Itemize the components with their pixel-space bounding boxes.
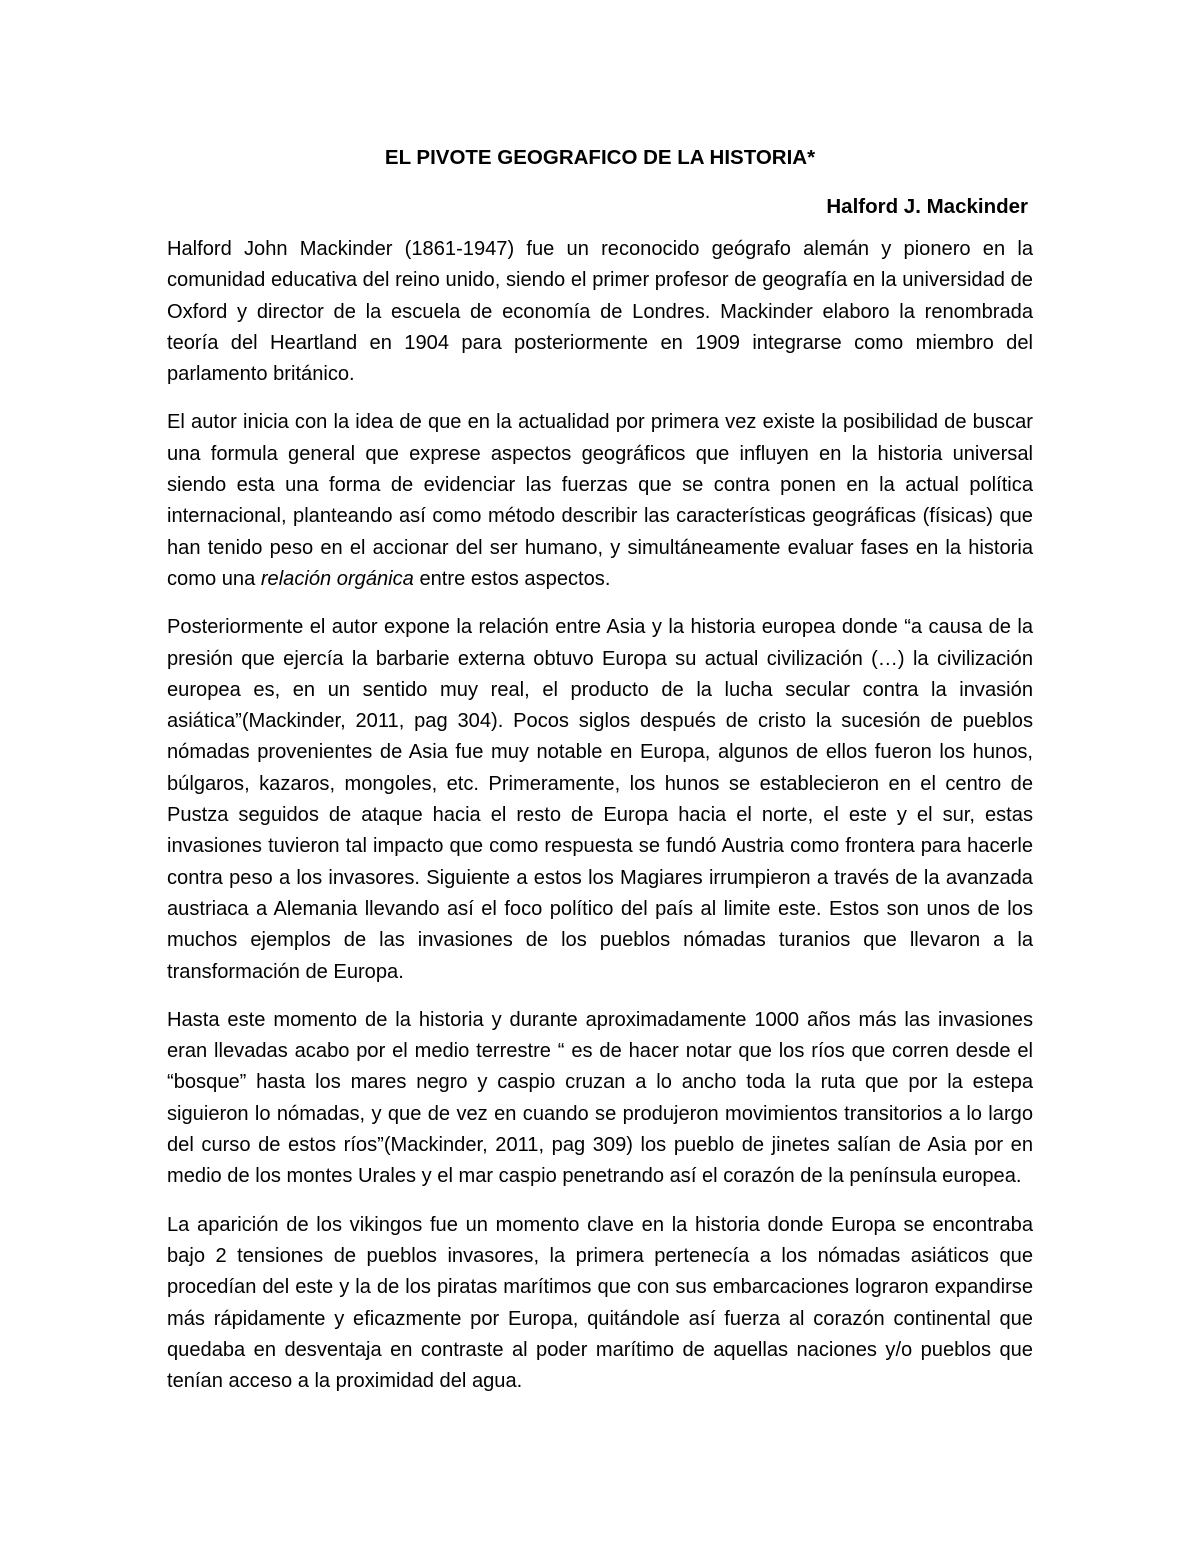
paragraph-2-text-before: El autor inicia con la idea de que en la actualidad por primera vez existe la posibilidad de buscar una formula general que exprese aspectos geográficos que influyen en la historia universal siendo esta una forma de evidenciar las fuerzas que se contra ponen en la actual política internacional, planteando así como método describir las características geográficas (físicas) que han tenido peso en el accionar del ser humano, y simultáneamente evaluar fases en la historia como una <box>167 411 1033 590</box>
document-body <box>167 234 1033 1414</box>
paragraph-3: Posteriormente el autor expone la relación entre Asia y la historia europea donde “a causa de la presión que ejercía la barbarie externa obtuvo Europa su actual civilización (…) la civilización europea es, en un sentido muy real, el producto de la lucha secular contra la invasión asiática”(Mackinder, 2011, pag 304). Pocos siglos después de cristo la sucesión de pueblos nómadas provenientes de Asia fue muy notable en Europa, algunos de ellos fueron los hunos, búlgaros, kazaros, mongoles, etc. Primeramente, los hunos se establecieron en el centro de Pustza seguidos de ataque hacia el resto de Europa hacia el norte, el este y el sur, estas invasiones tuvieron tal impacto que como respuesta se fundó Austria como frontera para hacerle contra peso a los invasores. Siguiente a estos los Magiares irrumpieron a través de la avanzada austriaca a Alemania llevando así el foco político del país al limite este. Estos son unos de los muchos ejemplos de las invasiones de los pueblos nómadas turanios que llevaron a la transformación de Europa. <box>167 616 1033 983</box>
paragraph-4: Hasta este momento de la historia y durante aproximadamente 1000 años más las invasiones eran llevadas acabo por el medio terrestre “ es de hacer notar que los ríos que corren desde el “bosque” hasta los mares negro y caspio cruzan a lo ancho toda la ruta que por la estepa siguieron lo nómadas, y que de vez en cuando se produjeron movimientos transitorios a lo largo del curso de estos ríos”(Mackinder, 2011, pag 309) los pueblo de jinetes salían de Asia por en medio de los montes Urales y el mar caspio penetrando así el corazón de la península europea. <box>167 1008 1033 1188</box>
paragraph-5: La aparición de los vikingos fue un momento clave en la historia donde Europa se encontraba bajo 2 tensiones de pueblos invasores, la primera pertenecía a los nómadas asiáticos que procedían del este y la de los piratas marítimos que con sus embarcaciones lograron expandirse más rápidamente y eficazmente por Europa, quitándole así fuerza al corazón continental que quedaba en desventaja en contraste al poder marítimo de aquellas naciones y/o pueblos que tenían acceso a la proximidad del agua. <box>167 1213 1033 1393</box>
paragraph-2-text-after: entre estos aspectos. <box>413 567 611 590</box>
document-title: EL PIVOTE GEOGRAFICO DE LA HISTORIA* <box>384 146 816 169</box>
paragraph-1: Halford John Mackinder (1861-1947) fue un reconocido geógrafo alemán y pionero en la comunidad educativa del reino unido, siendo el primer profesor de geografía en la universidad de Oxford y director de la escuela de economía de Londres. Mackinder elaboro la renombrada teoría del Heartland en 1904 para posteriormente en 1909 integrarse como miembro del parlamento británico. <box>167 238 1033 386</box>
paragraph-2 <box>167 407 1033 595</box>
document-author: Halford J. Mackinder <box>826 195 1028 218</box>
paragraph-2-italic-phrase: relación orgánica <box>260 567 414 590</box>
